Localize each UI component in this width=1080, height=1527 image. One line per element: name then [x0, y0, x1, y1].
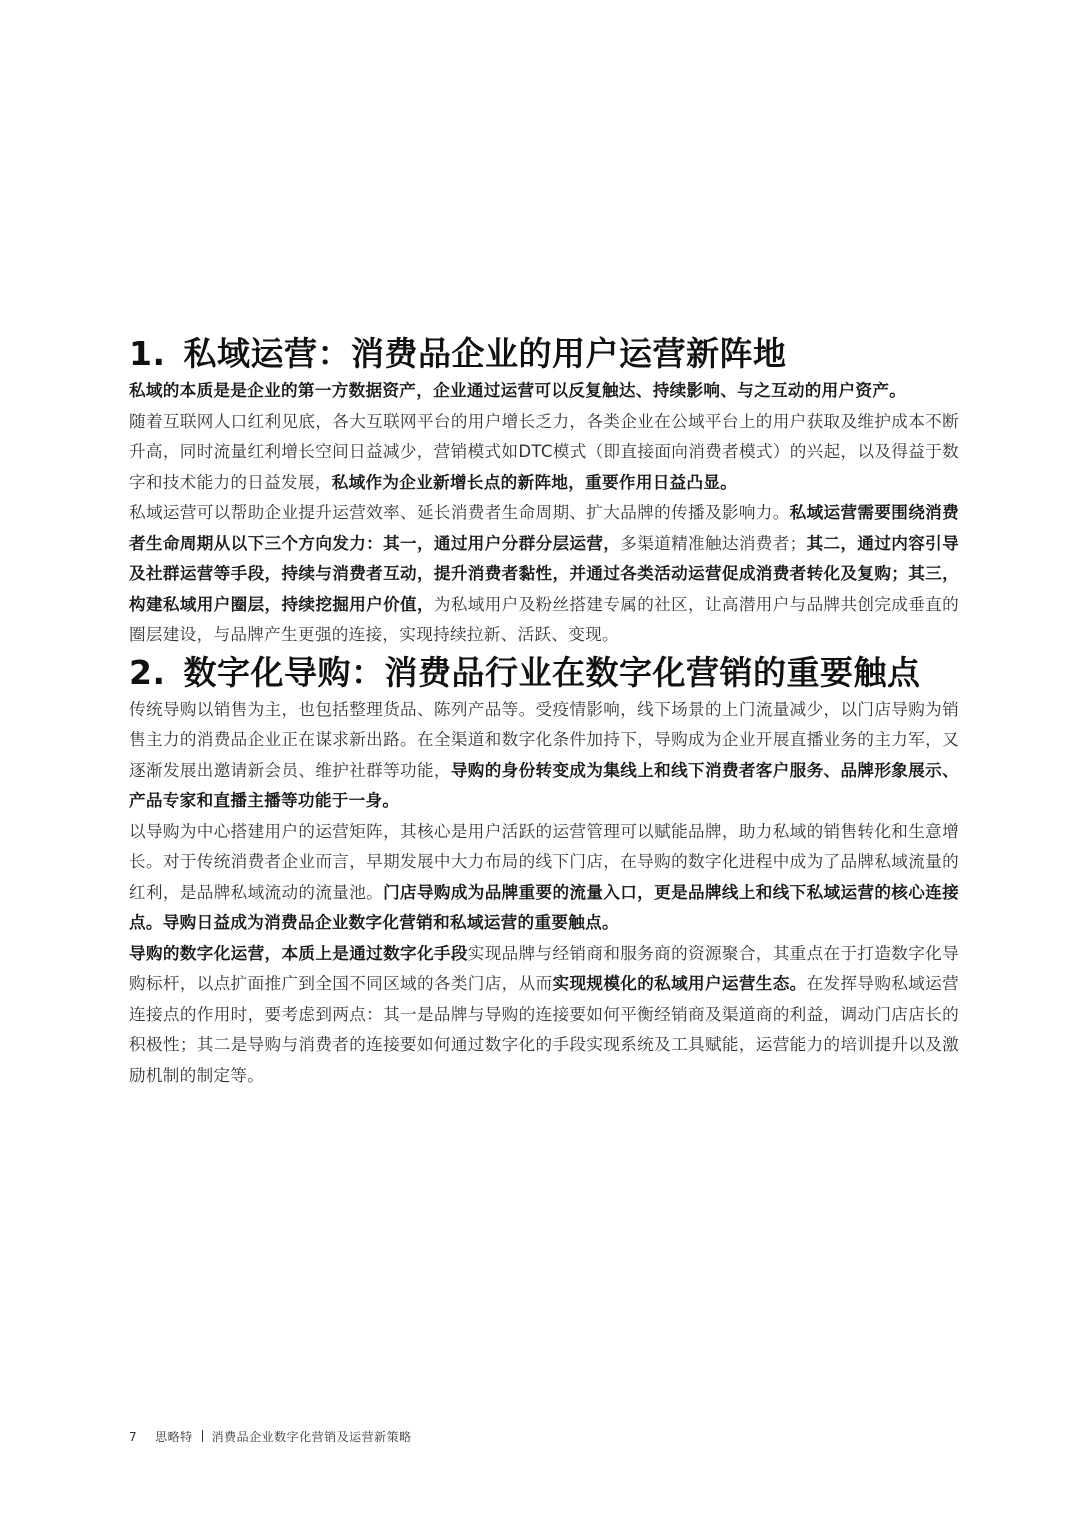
body-text: 为私域用户及粉丝搭建专属的社区，让高潜用户与品牌共创完成垂直的圈层建设，与品牌产生更强的连接，实现持续拉新、活跃、变现。: [129, 594, 959, 644]
emphasis-text: 私域作为企业新增长点的新阵地，重要作用日益凸显。: [331, 472, 738, 492]
body-text: 多渠道精准触达消费者；: [620, 533, 807, 553]
section-2-number: 2.: [129, 652, 166, 692]
section-2-heading: [129, 651, 959, 695]
emphasis-text: 导购的身份转变成为集线上和线下消费者客户服务、品牌形象展示、产品专家和直播主播等功能于一身。: [129, 760, 960, 810]
section-1-number: 1.: [129, 334, 166, 373]
body-text: 私域运营可以帮助企业提升运营效率、延长消费者生命周期、扩大品牌的传播及影响力。: [129, 503, 790, 522]
emphasis-text: 门店导购成为品牌重要的流量入口，更是品牌线上和线下私域运营的核心连接点。导购日益成为消费品企业数字化营销和私域运营的重要触点。: [129, 882, 959, 932]
section-1-title: 私域运营：消费品企业的用户运营新阵地: [183, 334, 787, 373]
emphasis-text: 实现规模化的私域用户运营生态。: [552, 974, 807, 993]
footer-page-number: 7: [129, 1430, 138, 1444]
section-1-paragraph-1: [129, 407, 959, 499]
footer-divider: [202, 1430, 203, 1442]
section-1-heading: [129, 332, 959, 376]
page-content: [129, 332, 959, 1091]
emphasis-text: 私域运营需要围绕消费者生命周期从以下三个方向发力：其一，通过用户分群分层运营，: [129, 503, 960, 553]
emphasis-text: 导购的数字化运营，本质上是通过数字化手段: [129, 943, 468, 963]
section-2-paragraph-2: [129, 817, 959, 939]
body-text: 以导购为中心搭建用户的运营矩阵，其核心是用户活跃的运营管理可以赋能品牌，助力私域的销售转化和生意增长。对于传统消费者企业而言，早期发展中大力布局的线下门店，在导购的数字化进程中成为了品牌私域流量的红利，是品牌私域流动的流量池。: [129, 821, 959, 902]
section-2-paragraph-3: [129, 939, 959, 1092]
body-text: 随着互联网人口红利见底，各大互联网平台的用户增长乏力，各类企业在公域平台上的用户获取及维护成本不断升高，同时流量红利增长空间日益减少，营销模式如DTC模式（即直接面向消费者模式）的兴起，以及得益于数字和技术能力的日益发展，: [129, 411, 959, 492]
section-2-title: 数字化导购：消费品行业在数字化营销的重要触点: [183, 652, 921, 692]
footer-doc-title: 消费品企业数字化营销及运营新策略: [211, 1430, 412, 1444]
body-text: 传统导购以销售为主，也包括整理货品、陈列产品等。受疫情影响，线下场景的上门流量减少，以门店导购为销售主力的消费品企业正在谋求新出路。在全渠道和数字化条件加持下，导购成为企业开展直播业务的主力军，又逐渐发展出邀请新会员、维护社群等功能，: [129, 699, 959, 780]
section-1-lead-text: 私域的本质是是企业的第一方数据资产，企业通过运营可以反复触达、持续影响、与之互动的用户资产。: [129, 381, 907, 400]
body-text: 在发挥导购私域运营连接点的作用时，要考虑到两点：其一是品牌与导购的连接要如何平衡经销商及渠道商的利益，调动门店店长的积极性；其二是导购与消费者的连接要如何通过数字化的手段实现系统及工具赋能，运营能力的培训提升以及激励机制的制定等。: [129, 974, 960, 1085]
page-footer: [129, 1429, 412, 1445]
section-2-paragraph-1: [129, 695, 959, 817]
section-1-lead: [129, 376, 959, 407]
footer-brand: 思略特: [155, 1430, 193, 1444]
section-1-paragraph-2: [129, 498, 959, 651]
emphasis-text: 其二，通过内容引导及社群运营等手段，持续与消费者互动，提升消费者黏性，并通过各类活动运营促成消费者转化及复购；其三，构建私域用户圈层，持续挖掘用户价值，: [129, 533, 960, 614]
body-text: 实现品牌与经销商和服务商的资源聚合，其重点在于打造数字化导购标杆，以点扩面推广到全国不同区域的各类门店，从而: [129, 943, 959, 993]
